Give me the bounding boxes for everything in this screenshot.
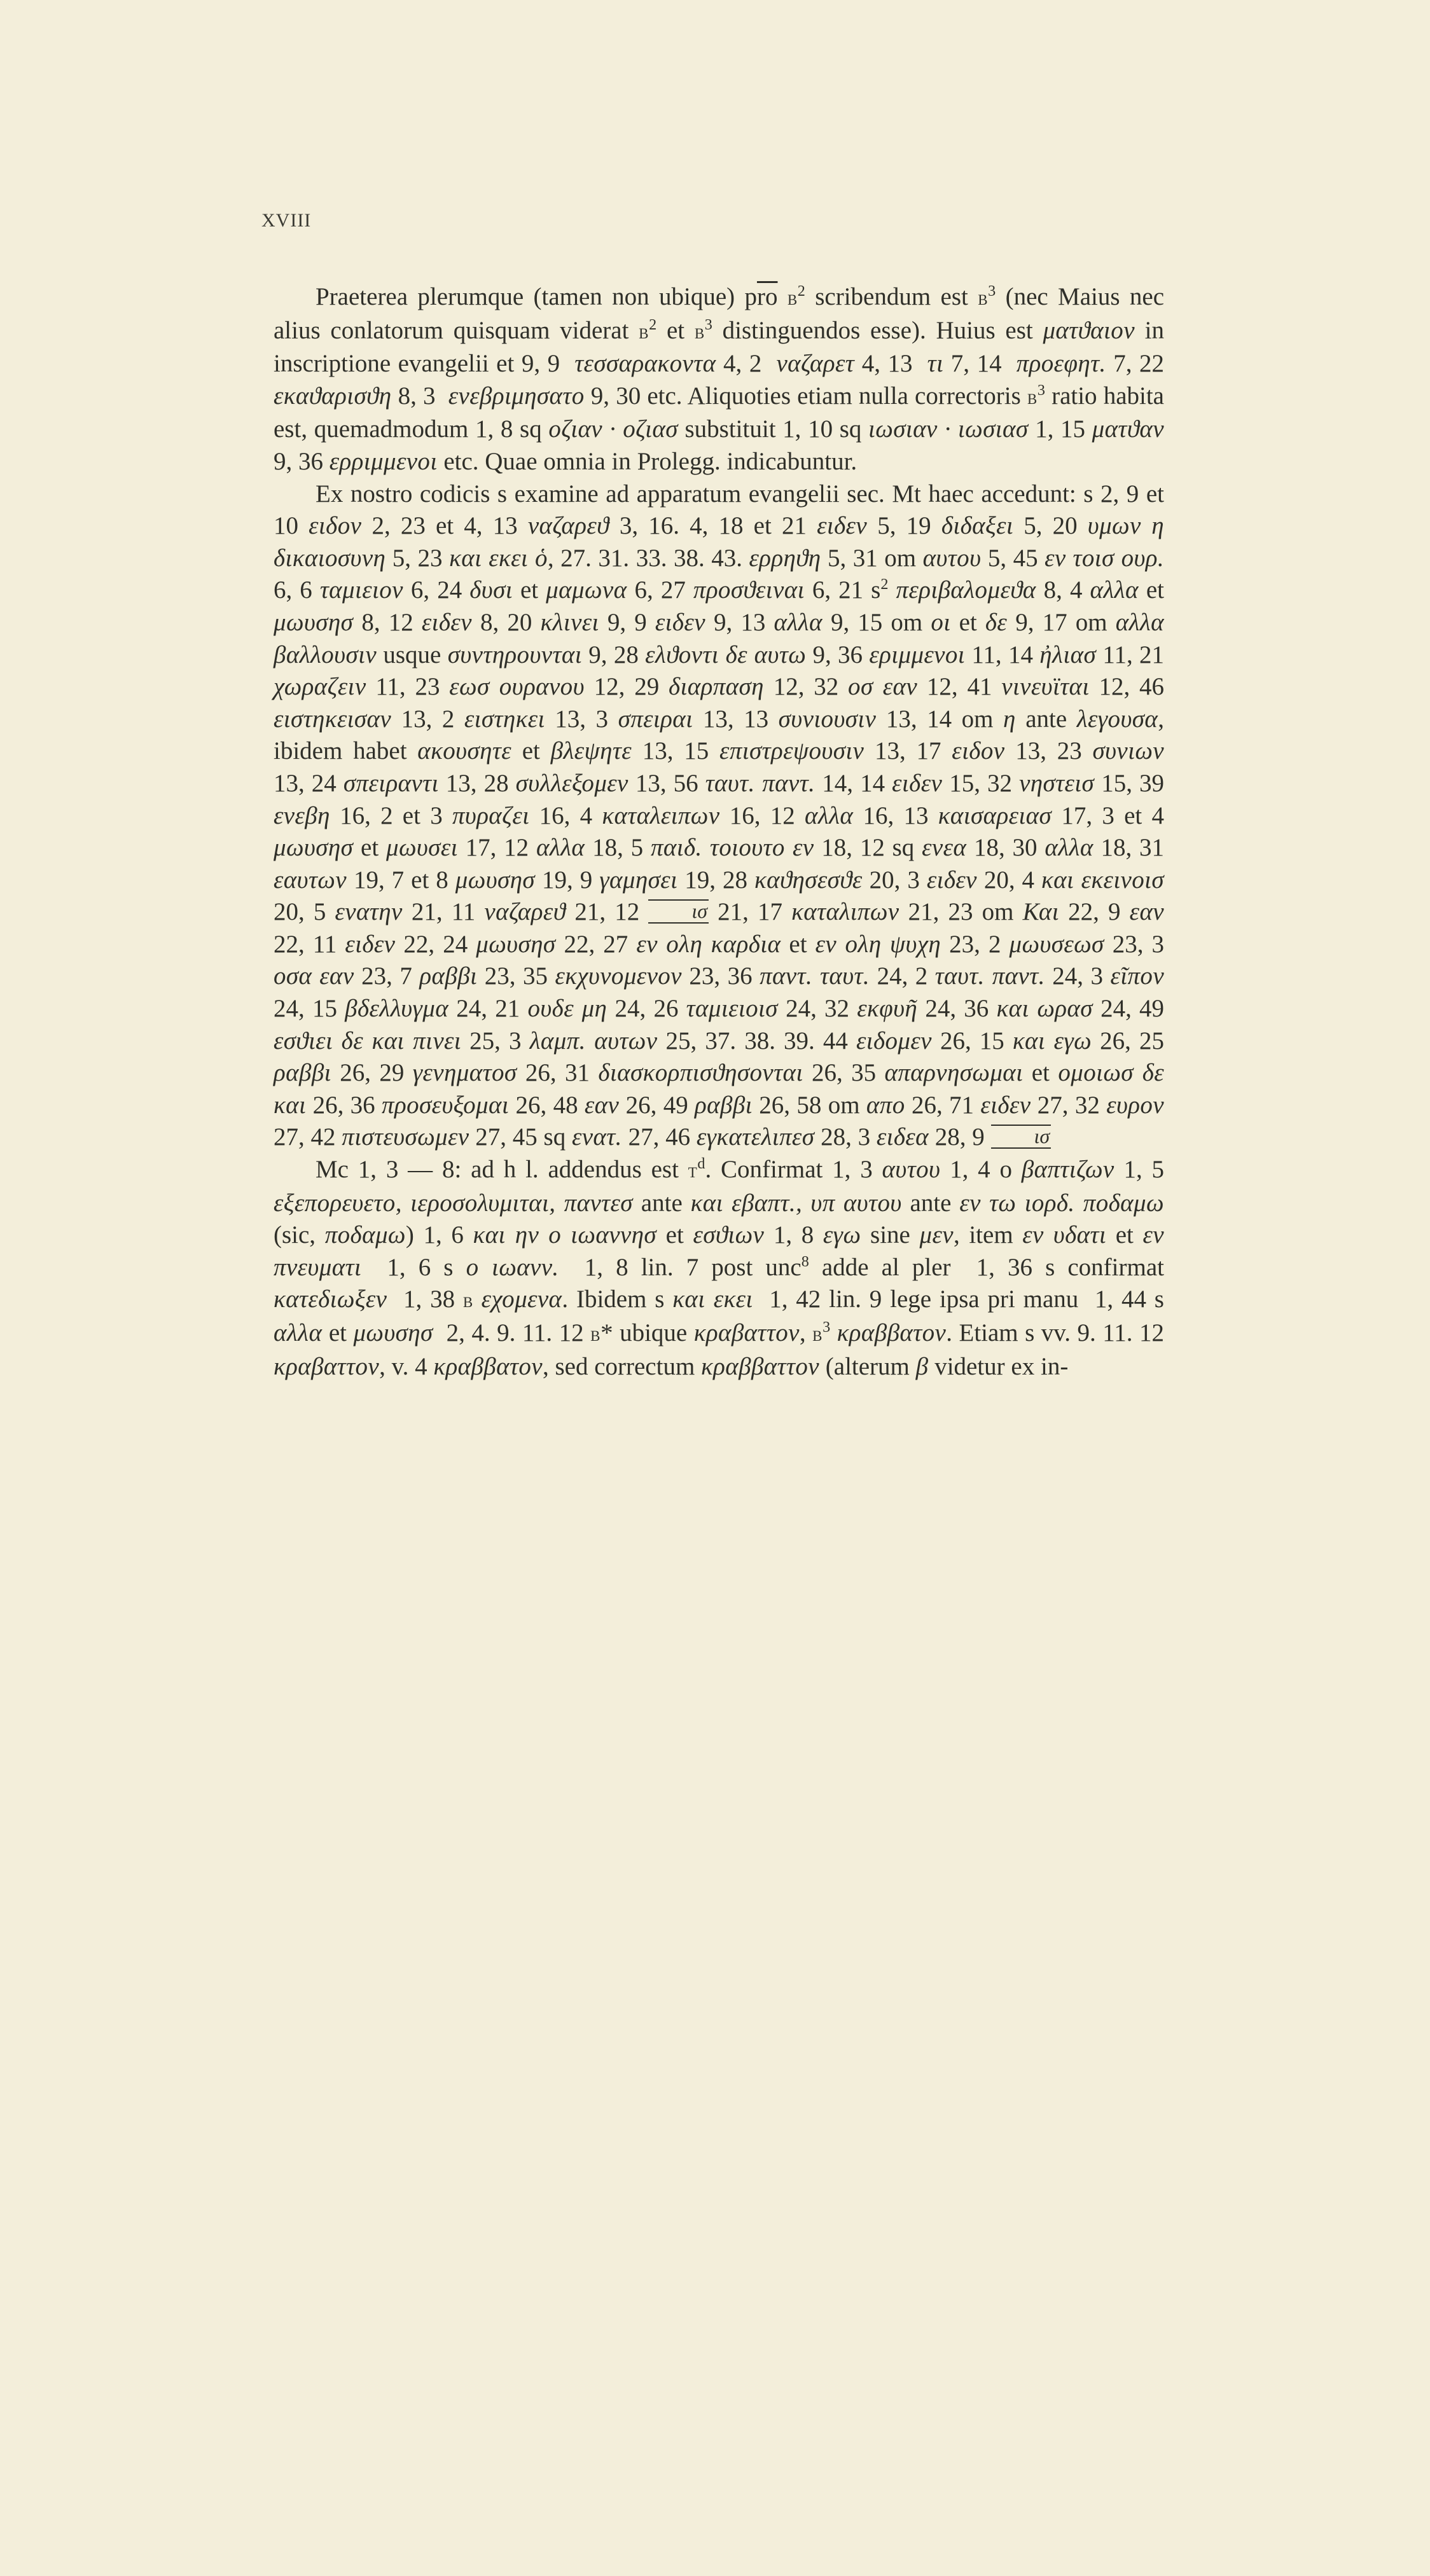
paragraph-text: Praeterea plerumque (tamen non ubique) $p\overline{ro}$ $b^2$ scribendum est $b^3$ (nec Maius nec alius conlatorum quisquam viderat $b^2$ et $b^3$ distinguendos esse). Huius est ματϑαιον in inscriptione evangelii et 9, 9 τεσσαρακοντα 4, 2 ναζαρετ 4, 13 τι 7, 14 προεφητ. 7, 22 εκαϑαρισϑη 8, 3 ενεβριμησατο 9, 30 etc. Aliquoties etiam nulla correctoris $b^3$ ratio habita est, quemadmodum 1, 8 sq οζιαν · οζιασ substituit 1, 10 sq ιωσιαν · ιωσιασ 1, 15 ματϑαν 9, 36 ερριμμενοι etc. Quae omnia in Prolegg. indicabuntur.	[274, 282, 1165, 475]
paragraph-text: Mc 1, 3 — 8: ad h l. addendus est $t^d$. Confirmat 1, 3 αυτου 1, 4 ο βαπτιζων 1, 5 εξεπορευετο, ιεροσολυμιται, παντεσ ante και εβαπτ., υπ αυτου ante εν τω ιορδ. ποδαμω (sic, ποδαμω) 1, 6 και ην ο ιωαννησ et εσϑιων 1, 8 εγω sine μεν, item εν υδατι et εν πνευματι 1, 6 s ο ιωανν. 1, 8 lin. 7 post unc$^8$ adde al pler 1, 36 s confirmat κατεδιωξεν 1, 38 b εχομενα. Ibidem s και εκει 1, 42 lin. 9 lege ipsa pri manu 1, 44 s αλλα et μωυσησ 2, 4. 9. 11. 12 b* ubique κραβαττον, $b^3$ κραββατον. Etiam s vv. 9. 11. 12 κραβαττον, v. 4 κραββατον, sed correctum κραββαττον (alterum β videtur ex in-	[274, 1155, 1165, 1380]
paragraph-ex-nostro	[274, 478, 1164, 1154]
paragraph-mc	[274, 1154, 1164, 1383]
paragraph-text: Ex nostro codicis s examine ad apparatum evangelii sec. Mt haec accedunt: s 2, 9 et 10 ειδον 2, 23 et 4, 13 ναζαρεϑ 3, 16. 4, 18 et 21 ειδεν 5, 19 διδαξει 5, 20 υμων η δικαιοσυνη 5, 23 και εκει ὁ, 27. 31. 33. 38. 43. ερρηϑη 5, 31 om αυτου 5, 45 εν τοισ ουρ. 6, 6 ταμιειον 6, 24 δυσι et μαμωνα 6, 27 προσϑειναι 6, 21 $s^2$ περιβαλομεϑα 8, 4 αλλα et μωυσησ 8, 12 ειδεν 8, 20 κλινει 9, 9 ειδεν 9, 13 αλλα 9, 15 om οι et δε 9, 17 om αλλα βαλλουσιν usque συντηρουνται 9, 28 ελϑοντι δε αυτω 9, 36 εριμμενοι 11, 14 ἠλιασ 11, 21 χωραζειν 11, 23 εωσ ουρανου 12, 29 διαρπαση 12, 32 οσ εαν 12, 41 νινευϊται 12, 46 ειστηκεισαν 13, 2 ειστηκει 13, 3 σπειραι 13, 13 συνιουσιν 13, 14 om η ante λεγουσα, ibidem habet ακουσητε et βλεψητε 13, 15 επιστρεψουσιν 13, 17 ειδον 13, 23 συνιων 13, 24 σπειραντι 13, 28 συλλεξομεν 13, 56 ταυτ. παντ. 14, 14 ειδεν 15, 32 νηστεισ 15, 39 ενεβη 16, 2 et 3 πυραζει 16, 4 καταλειπων 16, 12 αλλα 16, 13 καισαρειασ 17, 3 et 4 μωυσησ et μωυσει 17, 12 αλλα 18, 5 παιδ. τοιουτο εν 18, 12 sq ενεα 18, 30 αλλα 18, 31 εαυτων 19, 7 et 8 μωυσησ 19, 9 γαμησει 19, 28 καϑησεσϑε 20, 3 ειδεν 20, 4 και εκεινοισ 20, 5 ενατην 21, 11 ναζαρεϑ 21, 12 ισ 21, 17 καταλιπων 21, 23 om Και 22, 9 εαν 22, 11 ειδεν 22, 24 μωυσησ 22, 27 εν ολη καρδια et εν ολη ψυχη 23, 2 μωυσεωσ 23, 3 οσα εαν 23, 7 ραββι 23, 35 εκχυνομενον 23, 36 παντ. ταυτ. 24, 2 ταυτ. παντ. 24, 3 εῖπον 24, 15 βδελλυγμα 24, 21 ουδε μη 24, 26 ταμιειοισ 24, 32 εκφυῆ 24, 36 και ωρασ 24, 49 εσϑιει δε και πινει 25, 3 λαμπ. αυτων 25, 37. 38. 39. 44 ειδομεν 26, 15 και εγω 26, 25 ραββι 26, 29 γενηματοσ 26, 31 διασκορπισϑησονται 26, 35 απαρνησωμαι et ομοιωσ δε και 26, 36 προσευξομαι 26, 48 εαν 26, 49 ραββι 26, 58 om απο 26, 71 ειδεν 27, 32 ευρον 27, 42 πιστευσωμεν 27, 45 sq ενατ. 27, 46 εγκατελιπεσ 28, 3 ειδεα 28, 9 ισ	[274, 480, 1165, 1151]
paragraph-praeterea	[274, 281, 1164, 478]
page-text-block	[261, 210, 1165, 1383]
folio-number: XVIII	[261, 210, 312, 231]
